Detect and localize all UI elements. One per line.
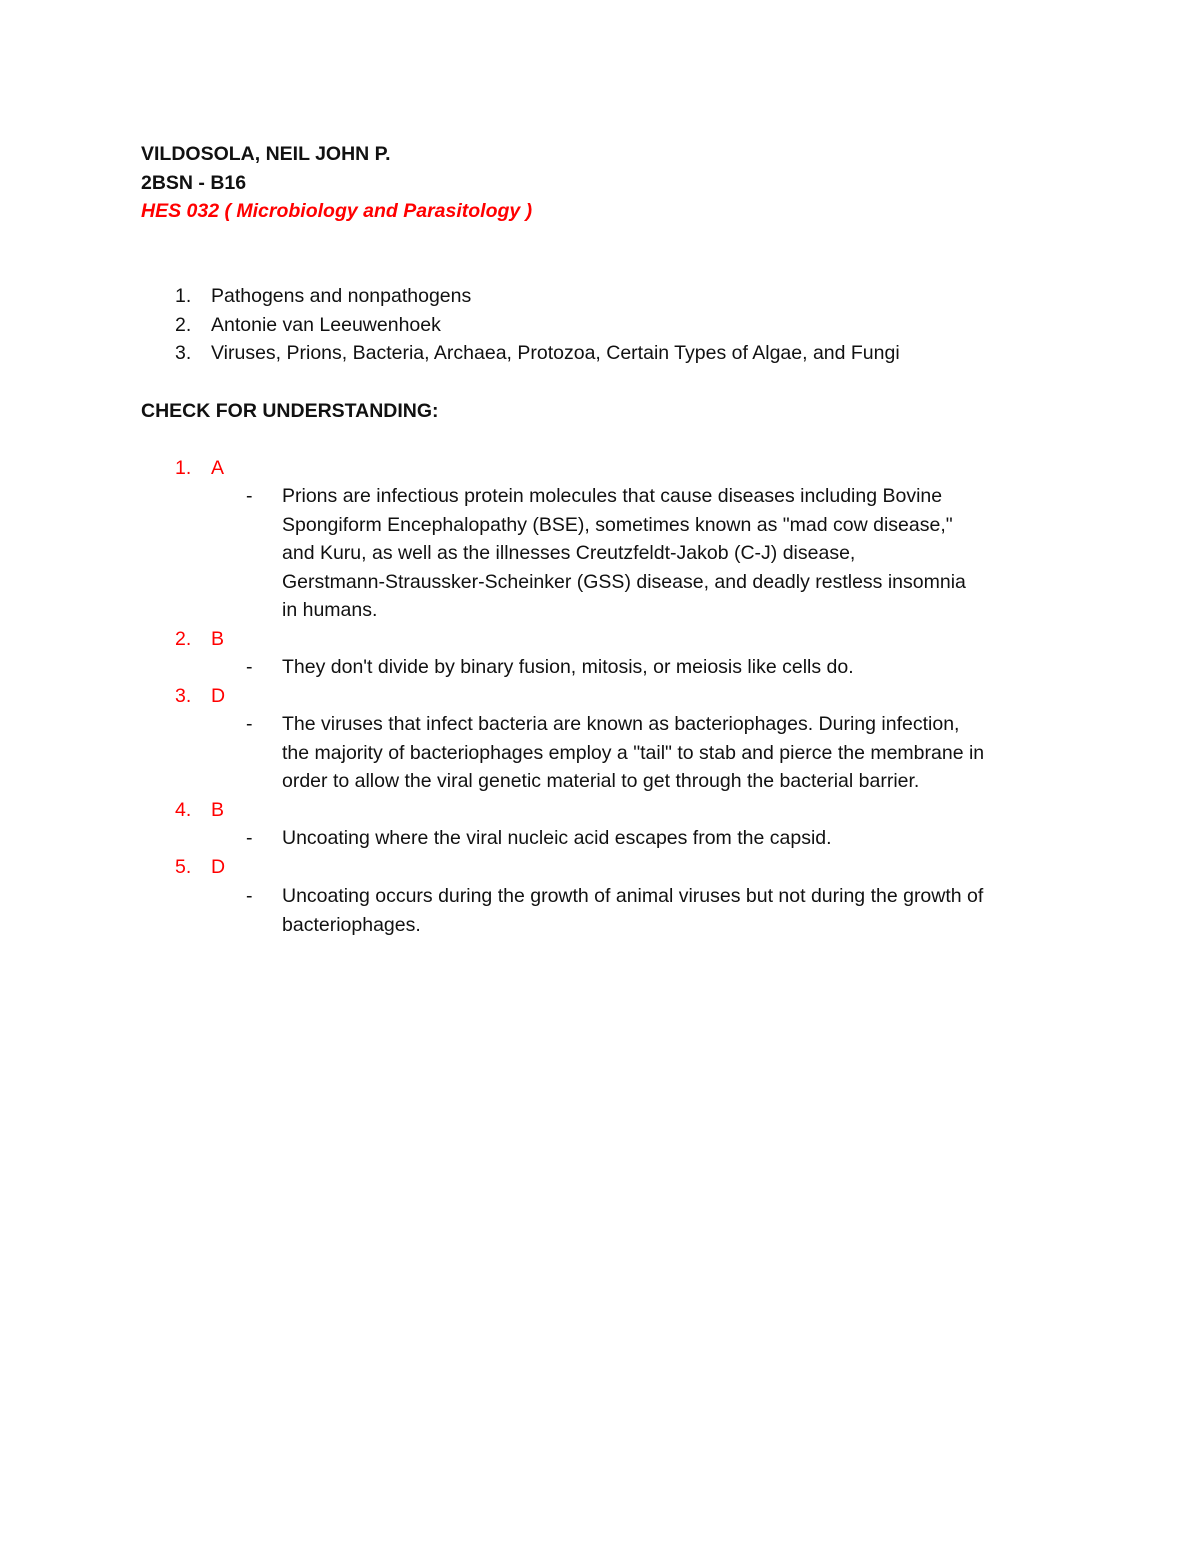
- list-item-number: 3.: [175, 342, 192, 364]
- dash-bullet: -: [246, 656, 253, 678]
- check-for-understanding-heading: CHECK FOR UNDERSTANDING:: [141, 400, 439, 422]
- list-item-number: 1.: [175, 285, 192, 307]
- list-item-number: 2.: [175, 314, 192, 336]
- explanation-text: [282, 882, 1072, 939]
- answer-letter: D: [211, 685, 226, 707]
- explanation-line: They don't divide by binary fusion, mitosis, or meiosis like cells do.: [282, 656, 854, 678]
- answer-number: 4.: [175, 799, 192, 821]
- explanation-text: [282, 482, 1072, 625]
- student-section: 2BSN - B16: [141, 172, 247, 194]
- answer-letter: B: [211, 799, 225, 821]
- explanation-line: The viruses that infect bacteria are known as bacteriophages. During infection,: [282, 713, 960, 735]
- dash-bullet: -: [246, 885, 253, 907]
- explanation-line: Spongiform Encephalopathy (BSE), sometimes known as "mad cow disease,": [282, 513, 953, 536]
- list-item-text: Viruses, Prions, Bacteria, Archaea, Protozoa, Certain Types of Algae, and Fungi: [211, 342, 900, 364]
- dash-bullet: -: [246, 485, 253, 507]
- explanation-line: in humans.: [282, 599, 378, 621]
- explanation-line: bacteriophages.: [282, 913, 421, 936]
- answer-number: 3.: [175, 685, 192, 707]
- explanation-line: Prions are infectious protein molecules that cause diseases including Bovine: [282, 485, 943, 507]
- answer-letter: A: [211, 457, 225, 479]
- explanation-text: [282, 710, 1072, 796]
- explanation-line: Uncoating occurs during the growth of animal viruses but not during the growth of: [282, 885, 984, 907]
- student-name: VILDOSOLA, NEIL JOHN P.: [141, 143, 391, 165]
- answer-number: 1.: [175, 457, 192, 479]
- list-item-text: Pathogens and nonpathogens: [211, 285, 472, 307]
- answer-letter: D: [211, 856, 226, 878]
- answer-letter: B: [211, 628, 225, 650]
- dash-bullet: -: [246, 713, 253, 735]
- course-title: HES 032 ( Microbiology and Parasitology ): [141, 200, 533, 222]
- dash-bullet: -: [246, 827, 253, 849]
- list-item-text: Antonie van Leeuwenhoek: [211, 314, 441, 336]
- explanation-line: order to allow the viral genetic material to get through the bacterial barrier.: [282, 770, 920, 792]
- explanation-text: [282, 653, 1072, 682]
- explanation-line: Gerstmann-Straussker-Scheinker (GSS) disease, and deadly restless insomnia: [282, 570, 966, 593]
- answer-number: 2.: [175, 628, 192, 650]
- explanation-line: Uncoating where the viral nucleic acid escapes from the capsid.: [282, 827, 832, 849]
- explanation-text: [282, 824, 1072, 853]
- answer-number: 5.: [175, 856, 192, 878]
- explanation-line: and Kuru, as well as the illnesses Creutzfeldt-Jakob (C-J) disease,: [282, 542, 856, 564]
- explanation-line: the majority of bacteriophages employ a "tail" to stab and pierce the membrane in: [282, 741, 985, 764]
